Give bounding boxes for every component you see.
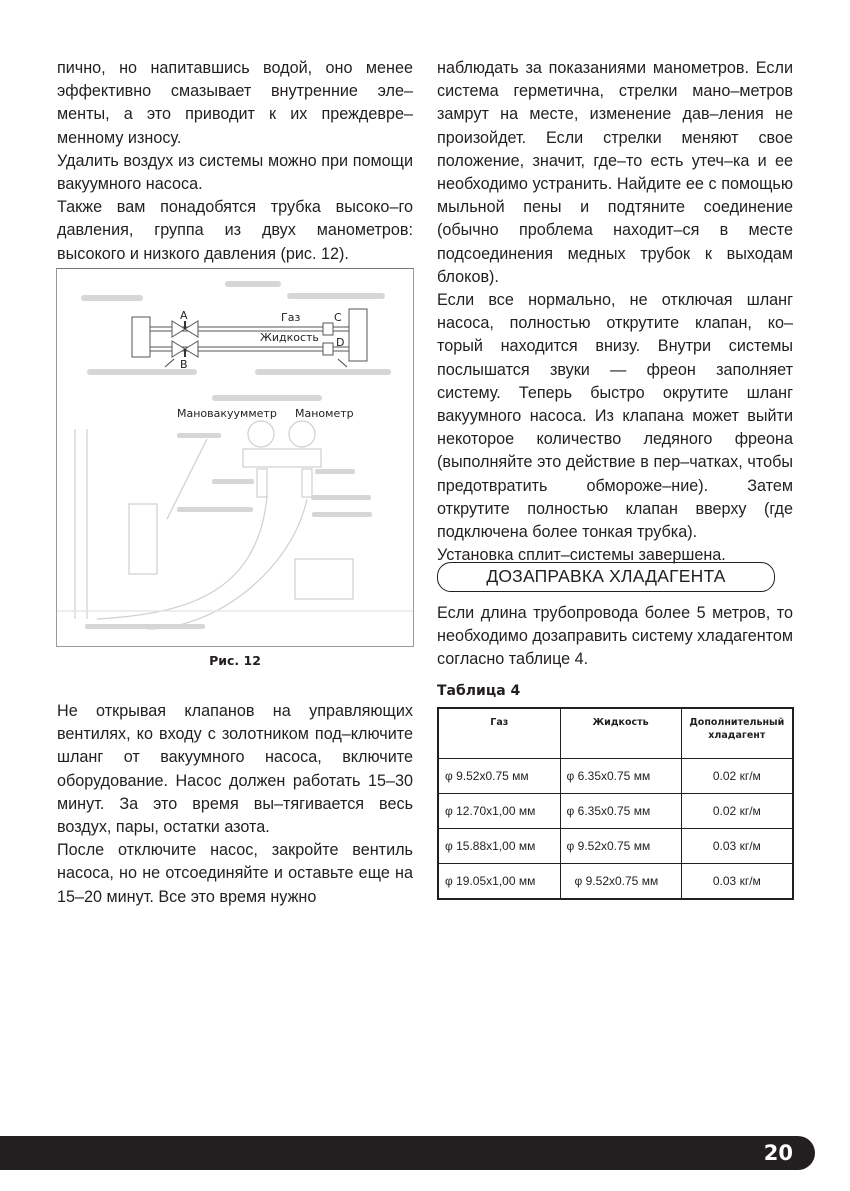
valve-a-icon — [172, 321, 198, 337]
column-header-additional-refrigerant: Дополнительный хладагент — [681, 708, 793, 759]
page-number: 20 — [763, 1141, 793, 1165]
label-pressure-gauge: Манометр — [295, 407, 354, 420]
refrigerant-circuit-diagram — [57, 269, 413, 646]
blurred-label — [85, 624, 205, 629]
figure-caption: Рис. 12 — [209, 653, 261, 668]
blurred-label — [177, 433, 221, 438]
right-column-section-text — [437, 602, 793, 672]
label-liquid: Жидкость — [260, 331, 319, 344]
cell-gas: φ 12.70x1,00 мм — [438, 794, 560, 829]
cell-liquid: φ 6.35x0.75 мм — [560, 759, 681, 794]
outdoor-unit-box — [132, 317, 150, 357]
right-column-top-text — [437, 57, 793, 567]
valve-b-icon — [172, 341, 198, 357]
indoor-unit-box — [349, 309, 367, 361]
cell-gas: φ 15.88x1,00 мм — [438, 829, 560, 864]
paragraph: Если длина трубопровода более 5 метров, то необходимо дозаправить систему хладагентом согласно таблице 4. — [437, 604, 794, 669]
arrow-icon — [338, 359, 347, 367]
footer-bar — [0, 1136, 815, 1170]
cell-gas: φ 9.52x0.75 мм — [438, 759, 560, 794]
paragraph: Установка сплит–системы завершена. — [437, 546, 726, 565]
label-vacuum-gauge: Мановакуумметр — [177, 407, 277, 420]
paragraph: Не открывая клапанов на управляющих вентилях, ко входу с золотником под–ключите шланг от вакуумного насоса, включите оборудование. Насос должен работать 15–30 минут. За это время вы–тягивается весь воздух, пары, остатки азота. — [57, 702, 413, 837]
table-row — [438, 794, 793, 829]
table-row — [438, 864, 793, 900]
label-valve-a: A — [180, 309, 188, 322]
cell-additional: 0.02 кг/м — [681, 759, 793, 794]
column-header-gas: Газ — [438, 708, 560, 759]
blurred-label — [81, 295, 143, 301]
refrigerant-table — [437, 707, 794, 900]
blurred-label — [212, 479, 254, 484]
blurred-label — [287, 293, 385, 299]
blurred-label — [311, 495, 371, 500]
figure-12 — [56, 268, 414, 647]
paragraph: После отключите насос, закройте вентиль насоса, но не отсоединяйте и оставьте еще на 15–20 минут. Все это время нужно — [57, 841, 413, 906]
label-valve-b: B — [180, 358, 188, 371]
port-d-fitting — [323, 343, 333, 355]
manifold-illustration — [57, 421, 413, 629]
paragraph: Также вам понадобятся трубка высоко–го давления, группа из двух манометров: высокого и низкого давления (рис. 12). — [57, 198, 413, 263]
cell-additional: 0.02 кг/м — [681, 794, 793, 829]
blurred-label — [177, 507, 253, 512]
blurred-label — [225, 281, 281, 287]
paragraph: наблюдать за показаниями манометров. Если система герметична, стрелки мано–метров замрут на месте, изменение дав–ления не произойдет. Если стрелки меняют свое положение, значит, где–то есть утеч–ка и ее необходимо устранить. Найдите ее с помощью мыльной пены и подтяните соединение (обычно проблема находит–ся в месте подсоединения медных трубок к выходам блоков). — [437, 59, 793, 286]
section-header: ДОЗАПРАВКА ХЛАДАГЕНТА — [437, 562, 775, 592]
left-column-top-text — [57, 57, 413, 266]
column-header-liquid: Жидкость — [560, 708, 681, 759]
table-header-row — [438, 708, 793, 759]
cell-liquid: φ 9.52x0.75 мм — [560, 864, 681, 900]
label-gas: Газ — [281, 311, 301, 324]
cell-liquid: φ 6.35x0.75 мм — [560, 794, 681, 829]
cell-additional: 0.03 кг/м — [681, 829, 793, 864]
cell-additional: 0.03 кг/м — [681, 864, 793, 900]
port-c-fitting — [323, 323, 333, 335]
table-row — [438, 829, 793, 864]
left-column-bottom-text — [57, 700, 413, 909]
paragraph: Удалить воздух из системы можно при помощи вакуумного насоса. — [57, 151, 413, 194]
blurred-label — [315, 469, 355, 474]
blurred-label — [212, 395, 322, 401]
cell-liquid: φ 9.52x0.75 мм — [560, 829, 681, 864]
table-row — [438, 759, 793, 794]
paragraph: Если все нормально, не отключая шланг насоса, полностью открутите клапан, ко–торый находится внизу. Внутри системы послышатся звуки — фреон заполняет систему. Теперь быстро окрутите шланг вакуумного насоса. Из клапана может выйти некоторое количество ледяного фреона (выполняйте это действие в пер–чатках, чтобы предотвратить обмороже–ние). Затем открутите полностью клапан вверху (где подключена более тонкая трубка). — [437, 291, 793, 542]
table-title: Таблица 4 — [437, 683, 521, 699]
label-port-c: C — [334, 311, 342, 324]
label-port-d: D — [336, 336, 345, 349]
arrow-icon — [165, 359, 174, 367]
blurred-label — [312, 512, 372, 517]
blurred-label — [255, 369, 391, 375]
paragraph: пично, но напитавшись водой, оно менее эффективно смазывает внутренние эле–менты, а это приводит к их преждевре–менному износу. — [57, 59, 413, 147]
cell-gas: φ 19.05x1,00 мм — [438, 864, 560, 900]
